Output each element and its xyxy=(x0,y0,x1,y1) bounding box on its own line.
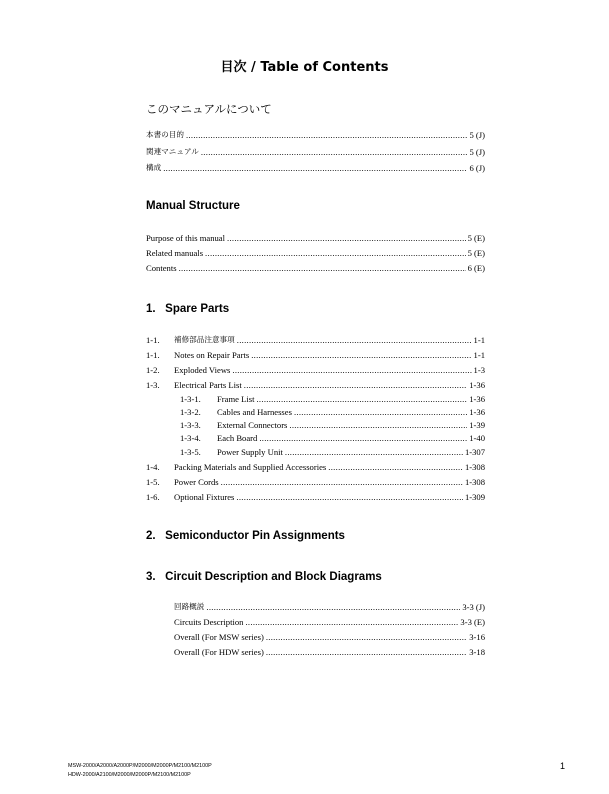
toc-entry-label: Each Board xyxy=(217,433,258,443)
toc-entry-number: 1-3-2. xyxy=(180,407,201,417)
toc-entry-label: Contents xyxy=(146,263,177,273)
toc-entry-label: Electrical Parts List xyxy=(174,380,242,390)
toc-entry-page: 1-36 xyxy=(469,394,485,404)
dot-leader xyxy=(227,232,466,244)
dot-leader xyxy=(221,476,463,488)
toc-entry-number: 1-3. xyxy=(146,380,160,390)
toc-entry-label: Circuits Description xyxy=(174,617,244,627)
toc-entry[interactable] xyxy=(146,232,485,244)
toc-entry-label: Cables and Harnesses xyxy=(217,407,292,417)
dot-leader xyxy=(201,146,468,158)
toc-entry[interactable] xyxy=(146,334,485,346)
section-heading-semiconductor: 2. Semiconductor Pin Assignments xyxy=(146,530,345,542)
footer-model-list-hdw: HDW-2000/A2100/M2000/M2000P/M2100/M2100P xyxy=(68,772,191,778)
dot-leader xyxy=(285,446,463,458)
toc-entry-label: Frame List xyxy=(217,394,255,404)
dot-leader xyxy=(294,406,467,418)
dot-leader xyxy=(186,129,468,141)
toc-entry-page: 1-36 xyxy=(469,407,485,417)
toc-entry[interactable] xyxy=(146,129,485,141)
toc-entry-page: 6 (E) xyxy=(467,263,485,273)
dot-leader xyxy=(328,461,463,473)
toc-entry-number: 1-1. xyxy=(146,335,160,345)
toc-entry-label: Optional Fixtures xyxy=(174,492,235,502)
toc-entry-label: 関連マニュアル xyxy=(146,147,199,156)
toc-subentry[interactable] xyxy=(180,446,485,458)
toc-entry[interactable] xyxy=(146,461,485,473)
toc-entry-page: 5 (E) xyxy=(467,233,485,243)
section-heading-spare-parts: 1. Spare Parts xyxy=(146,303,230,315)
page-number: 1 xyxy=(560,761,566,771)
toc-entry-number: 1-6. xyxy=(146,492,160,502)
dot-leader xyxy=(245,616,458,628)
toc-entry[interactable] xyxy=(174,601,485,613)
toc-entry-label: Exploded Views xyxy=(174,365,231,375)
toc-entry-page: 1-36 xyxy=(469,380,485,390)
toc-entry[interactable] xyxy=(146,146,485,158)
footer-model-list-msw: MSW-2000/A2000/A2000P/M2000/M2000P/M2100/M2100P xyxy=(68,763,212,769)
toc-entry-label: Packing Materials and Supplied Accessories xyxy=(174,462,327,472)
toc-entry[interactable] xyxy=(174,646,485,658)
toc-entry-page: 5 (E) xyxy=(467,248,485,258)
toc-entry-page: 1-39 xyxy=(469,420,485,430)
toc-entry[interactable] xyxy=(146,247,485,259)
dot-leader xyxy=(205,247,466,259)
toc-entry-page: 1-40 xyxy=(469,433,485,443)
toc-entry-page: 1-308 xyxy=(464,462,485,472)
dot-leader xyxy=(289,419,467,431)
toc-entry-number: 1-3-3. xyxy=(180,420,201,430)
toc-entry-number: 1-4. xyxy=(146,462,160,472)
toc-entry-page: 3-18 xyxy=(469,647,485,657)
toc-entry-label: 補修部品注意事項 xyxy=(174,335,235,344)
dot-leader xyxy=(266,631,467,643)
dot-leader xyxy=(266,646,467,658)
toc-entry-label: 構成 xyxy=(146,163,162,172)
toc-entry[interactable] xyxy=(146,162,485,174)
toc-entry-page: 6 (J) xyxy=(469,163,485,173)
toc-subentry[interactable] xyxy=(180,419,485,431)
section-heading-manual-structure: Manual Structure xyxy=(146,200,240,212)
toc-entry-number: 1-1. xyxy=(146,350,160,360)
toc-entry-label: Overall (For MSW series) xyxy=(174,632,264,642)
dot-leader xyxy=(163,162,467,174)
toc-entry-label: 本書の目的 xyxy=(146,130,184,139)
toc-entry-page: 1-1 xyxy=(473,335,485,345)
toc-entry[interactable] xyxy=(174,631,485,643)
toc-entry-label: Power Supply Unit xyxy=(217,447,283,457)
toc-entry[interactable] xyxy=(146,476,485,488)
toc-entry[interactable] xyxy=(146,379,485,391)
toc-entry-page: 1-308 xyxy=(464,477,485,487)
section-heading-about-manual: このマニュアルについて xyxy=(146,102,272,116)
toc-entry[interactable] xyxy=(146,491,485,503)
toc-entry-page: 1-309 xyxy=(464,492,485,502)
toc-entry-number: 1-3-1. xyxy=(180,394,201,404)
toc-entry-label: Related manuals xyxy=(146,248,204,258)
toc-entry-page: 3-3 (E) xyxy=(460,617,485,627)
toc-subentry[interactable] xyxy=(180,393,485,405)
toc-entry[interactable] xyxy=(146,262,485,274)
section-heading-circuit-description: 3. Circuit Description and Block Diagrams xyxy=(146,571,382,583)
page-title: 目次 / Table of Contents xyxy=(220,60,389,75)
toc-entry-label: Notes on Repair Parts xyxy=(174,350,250,360)
toc-entry-page: 5 (J) xyxy=(469,147,485,157)
toc-entry-page: 1-1 xyxy=(473,350,485,360)
toc-subentry[interactable] xyxy=(180,406,485,418)
toc-subentry[interactable] xyxy=(180,432,485,444)
toc-entry[interactable] xyxy=(146,364,485,376)
dot-leader xyxy=(232,364,471,376)
toc-entry-number: 1-5. xyxy=(146,477,160,487)
toc-entry-number: 1-2. xyxy=(146,365,160,375)
toc-entry-label: Purpose of this manual xyxy=(146,233,226,243)
toc-entry-label: Overall (For HDW series) xyxy=(174,647,264,657)
toc-entry-page: 3-3 (J) xyxy=(462,602,485,612)
dot-leader xyxy=(179,262,466,274)
toc-entry-page: 5 (J) xyxy=(469,130,485,140)
toc-entry-number: 1-3-5. xyxy=(180,447,201,457)
dot-leader xyxy=(259,432,467,444)
dot-leader xyxy=(244,379,467,391)
dot-leader xyxy=(251,349,471,361)
toc-entry-page: 3-16 xyxy=(469,632,485,642)
dot-leader xyxy=(256,393,467,405)
dot-leader xyxy=(236,491,463,503)
toc-entry[interactable] xyxy=(174,616,485,628)
toc-entry-label: External Connectors xyxy=(217,420,288,430)
toc-entry[interactable] xyxy=(146,349,485,361)
toc-entry-page: 1-307 xyxy=(464,447,485,457)
toc-entry-label: Power Cords xyxy=(174,477,219,487)
toc-entry-number: 1-3-4. xyxy=(180,433,201,443)
dot-leader xyxy=(206,601,460,613)
toc-entry-label: 回路概説 xyxy=(174,602,205,611)
toc-entry-page: 1-3 xyxy=(473,365,485,375)
dot-leader xyxy=(237,334,472,346)
